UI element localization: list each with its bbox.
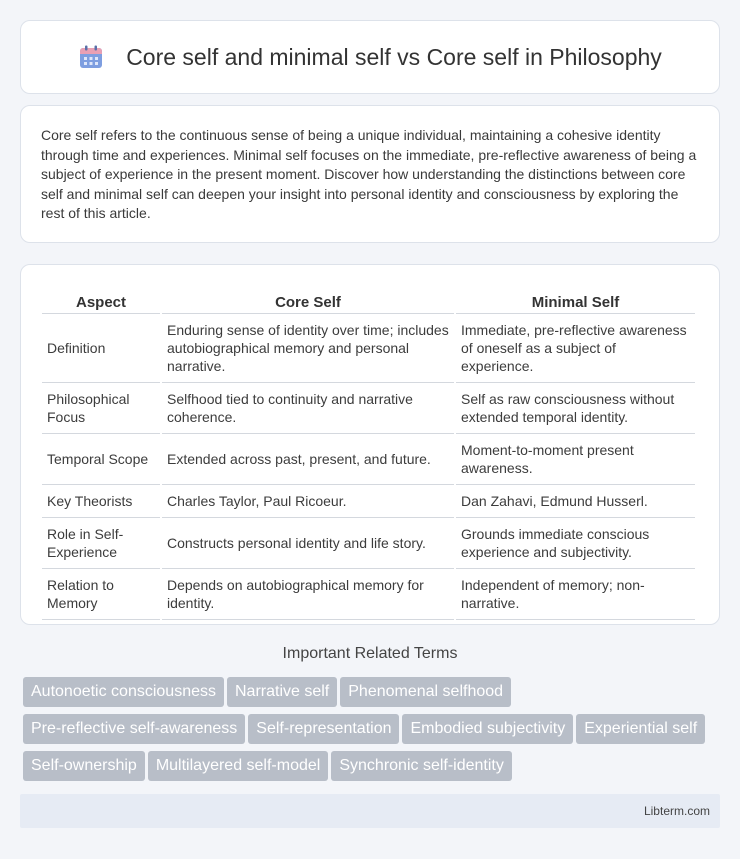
cell-minimal-self: Moment-to-moment present awareness. xyxy=(456,434,695,485)
column-header-core-self: Core Self xyxy=(162,286,454,314)
related-terms-tags xyxy=(23,677,723,788)
footer-brand[interactable]: Libterm.com xyxy=(643,804,710,818)
comparison-table-card xyxy=(20,264,720,625)
intro-text: Core self refers to the continuous sense of being a unique individual, maintaining a cohesive identity through time and experiences. Minimal self focuses on the immediate, pre-reflective awareness of being a subject of experience in the present moment. Discover how understanding the distinctions between core self and minimal self can deepen your insight into personal identity and consciousness by exploring the rest of this article. xyxy=(41,127,697,222)
cell-core-self: Constructs personal identity and life story. xyxy=(162,518,454,569)
table-row xyxy=(42,485,695,518)
tag-multilayered-self-model[interactable]: Multilayered self-model xyxy=(148,751,329,781)
table-row xyxy=(42,314,695,383)
column-header-minimal-self: Minimal Self xyxy=(456,286,695,314)
tag-experiential-self[interactable]: Experiential self xyxy=(576,714,705,744)
table-row xyxy=(42,434,695,485)
tag-row xyxy=(23,677,723,714)
cell-minimal-self: Immediate, pre-reflective awareness of oneself as a subject of experience. xyxy=(456,314,695,383)
tag-row xyxy=(23,714,723,751)
tag-synchronic-self-identity[interactable]: Synchronic self-identity xyxy=(331,751,512,781)
column-header-aspect: Aspect xyxy=(42,286,160,314)
cell-aspect: Philosophical Focus xyxy=(42,383,160,434)
intro-card xyxy=(20,105,720,243)
cell-minimal-self: Grounds immediate conscious experience and subjectivity. xyxy=(456,518,695,569)
footer xyxy=(20,794,720,828)
table-header-row xyxy=(42,286,695,314)
tag-pre-reflective-self-awareness[interactable]: Pre-reflective self-awareness xyxy=(23,714,245,744)
cell-aspect: Key Theorists xyxy=(42,485,160,518)
cell-minimal-self: Self as raw consciousness without extended temporal identity. xyxy=(456,383,695,434)
tag-autonoetic-consciousness[interactable]: Autonoetic consciousness xyxy=(23,677,224,707)
tag-narrative-self[interactable]: Narrative self xyxy=(227,677,337,707)
cell-core-self: Selfhood tied to continuity and narrative coherence. xyxy=(162,383,454,434)
cell-minimal-self: Dan Zahavi, Edmund Husserl. xyxy=(456,485,695,518)
table-row xyxy=(42,518,695,569)
cell-core-self: Charles Taylor, Paul Ricoeur. xyxy=(162,485,454,518)
cell-aspect: Relation to Memory xyxy=(42,569,160,620)
table-row xyxy=(42,569,695,620)
related-terms-heading: Important Related Terms xyxy=(282,645,458,662)
calendar-icon xyxy=(78,44,104,70)
cell-aspect: Definition xyxy=(42,314,160,383)
page-title: Core self and minimal self vs Core self in Philosophy xyxy=(126,43,662,70)
tag-self-ownership[interactable]: Self-ownership xyxy=(23,751,145,781)
cell-minimal-self: Independent of memory; non-narrative. xyxy=(456,569,695,620)
comparison-table xyxy=(40,286,697,620)
tag-self-representation[interactable]: Self-representation xyxy=(248,714,399,744)
cell-aspect: Temporal Scope xyxy=(42,434,160,485)
cell-core-self: Enduring sense of identity over time; includes autobiographical memory and personal narrative. xyxy=(162,314,454,383)
tag-row xyxy=(23,751,723,788)
cell-core-self: Depends on autobiographical memory for identity. xyxy=(162,569,454,620)
cell-core-self: Extended across past, present, and future. xyxy=(162,434,454,485)
header-card xyxy=(20,20,720,94)
table-row xyxy=(42,383,695,434)
cell-aspect: Role in Self-Experience xyxy=(42,518,160,569)
tag-phenomenal-selfhood[interactable]: Phenomenal selfhood xyxy=(340,677,511,707)
tag-embodied-subjectivity[interactable]: Embodied subjectivity xyxy=(402,714,573,744)
